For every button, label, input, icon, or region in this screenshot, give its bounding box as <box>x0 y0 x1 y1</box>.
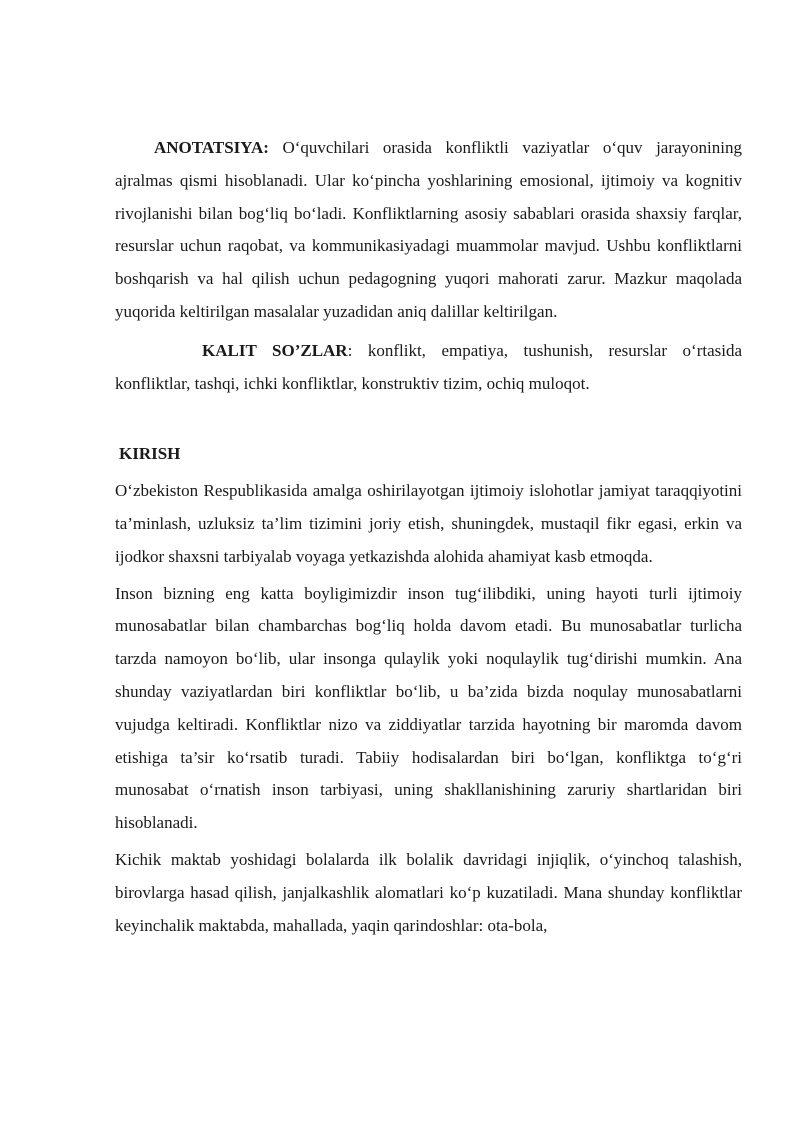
document-page <box>115 132 742 942</box>
body-paragraph: O‘zbekiston Respublikasida amalga oshirilayotgan ijtimoiy islohotlar jamiyat taraqqiyotini ta’minlash, uzluksiz ta’lim tizimini joriy etish, shuningdek, mustaqil fikr egasi, erkin va ijodkor shaxsni tarbiyalab voyaga yetkazishda alohida ahamiyat kasb etmoqda. <box>115 481 742 566</box>
abstract-text: O‘quvchilari orasida konfliktli vaziyatlar o‘quv jarayonining ajralmas qismi hisoblanadi. Ular ko‘pincha yoshlarining emosional, ijtimoiy va kognitiv rivojlanishi bilan bog‘liq bo‘ladi. Konfliktlarning asosiy sabablari orasida shaxsiy farqlar, resurslar uchun raqobat, va kommunikasiyadagi muammolar mavjud. Ushbu konfliktlarni boshqarish va hal qilish uchun pedagogning yuqori mahorati zarur. Mazkur maqolada yuqorida keltirilgan masalalar yuzadidan aniq dalillar keltirilgan. <box>115 138 742 321</box>
body-paragraph: Kichik maktab yoshidagi bolalarda ilk bolalik davridagi injiqlik, o‘yinchoq talashish, birovlarga hasad qilish, janjalkashlik alomatlari ko‘p kuzatiladi. Mana shunday konfliktlar keyinchalik maktabda, mahallada, yaqin qarindoshlar: ota-bola, <box>115 849 742 935</box>
abstract-label: ANOTATSIYA: <box>154 138 269 157</box>
keywords-text: : konflikt, empatiya, tushunish, resurslar o‘rtasida konfliktlar, tashqi, ichki konfliktlar, konstruktiv tizim, ochiq muloqot. <box>115 340 743 393</box>
abstract-paragraph <box>115 132 742 329</box>
section-heading: KIRISH <box>119 444 181 464</box>
body-paragraph: Inson bizning eng katta boyligimizdir inson tug‘ilibdiki, uning hayoti turli ijtimoiy munosabatlar bilan chambarchas bog‘liq holda davom etadi. Bu munosabatlar turlicha tarzda namoyon bo‘lib, ular insonga qulaylik yoki noqulaylik tug‘dirishi mumkin. Ana shunday vaziyatlardan biri konfliktlar bo‘lib, u ba’zida bizda noqulay munosabatlarni vujudga keltiradi. Konfliktlar nizo va ziddiyatlar tarzida hayotning bir maromda davom etishiga ta’sir ko‘rsatib turadi. Tabiiy hodisalardan biri bo‘lgan, konfliktga to‘g‘ri munosabat o‘rnatish inson tarbiyasi, uning shakllanishining zaruriy shartlaridan biri hisoblanadi. <box>115 583 742 833</box>
keywords-label: KALIT SO’ZLAR <box>202 340 348 360</box>
keywords-paragraph <box>115 335 742 401</box>
